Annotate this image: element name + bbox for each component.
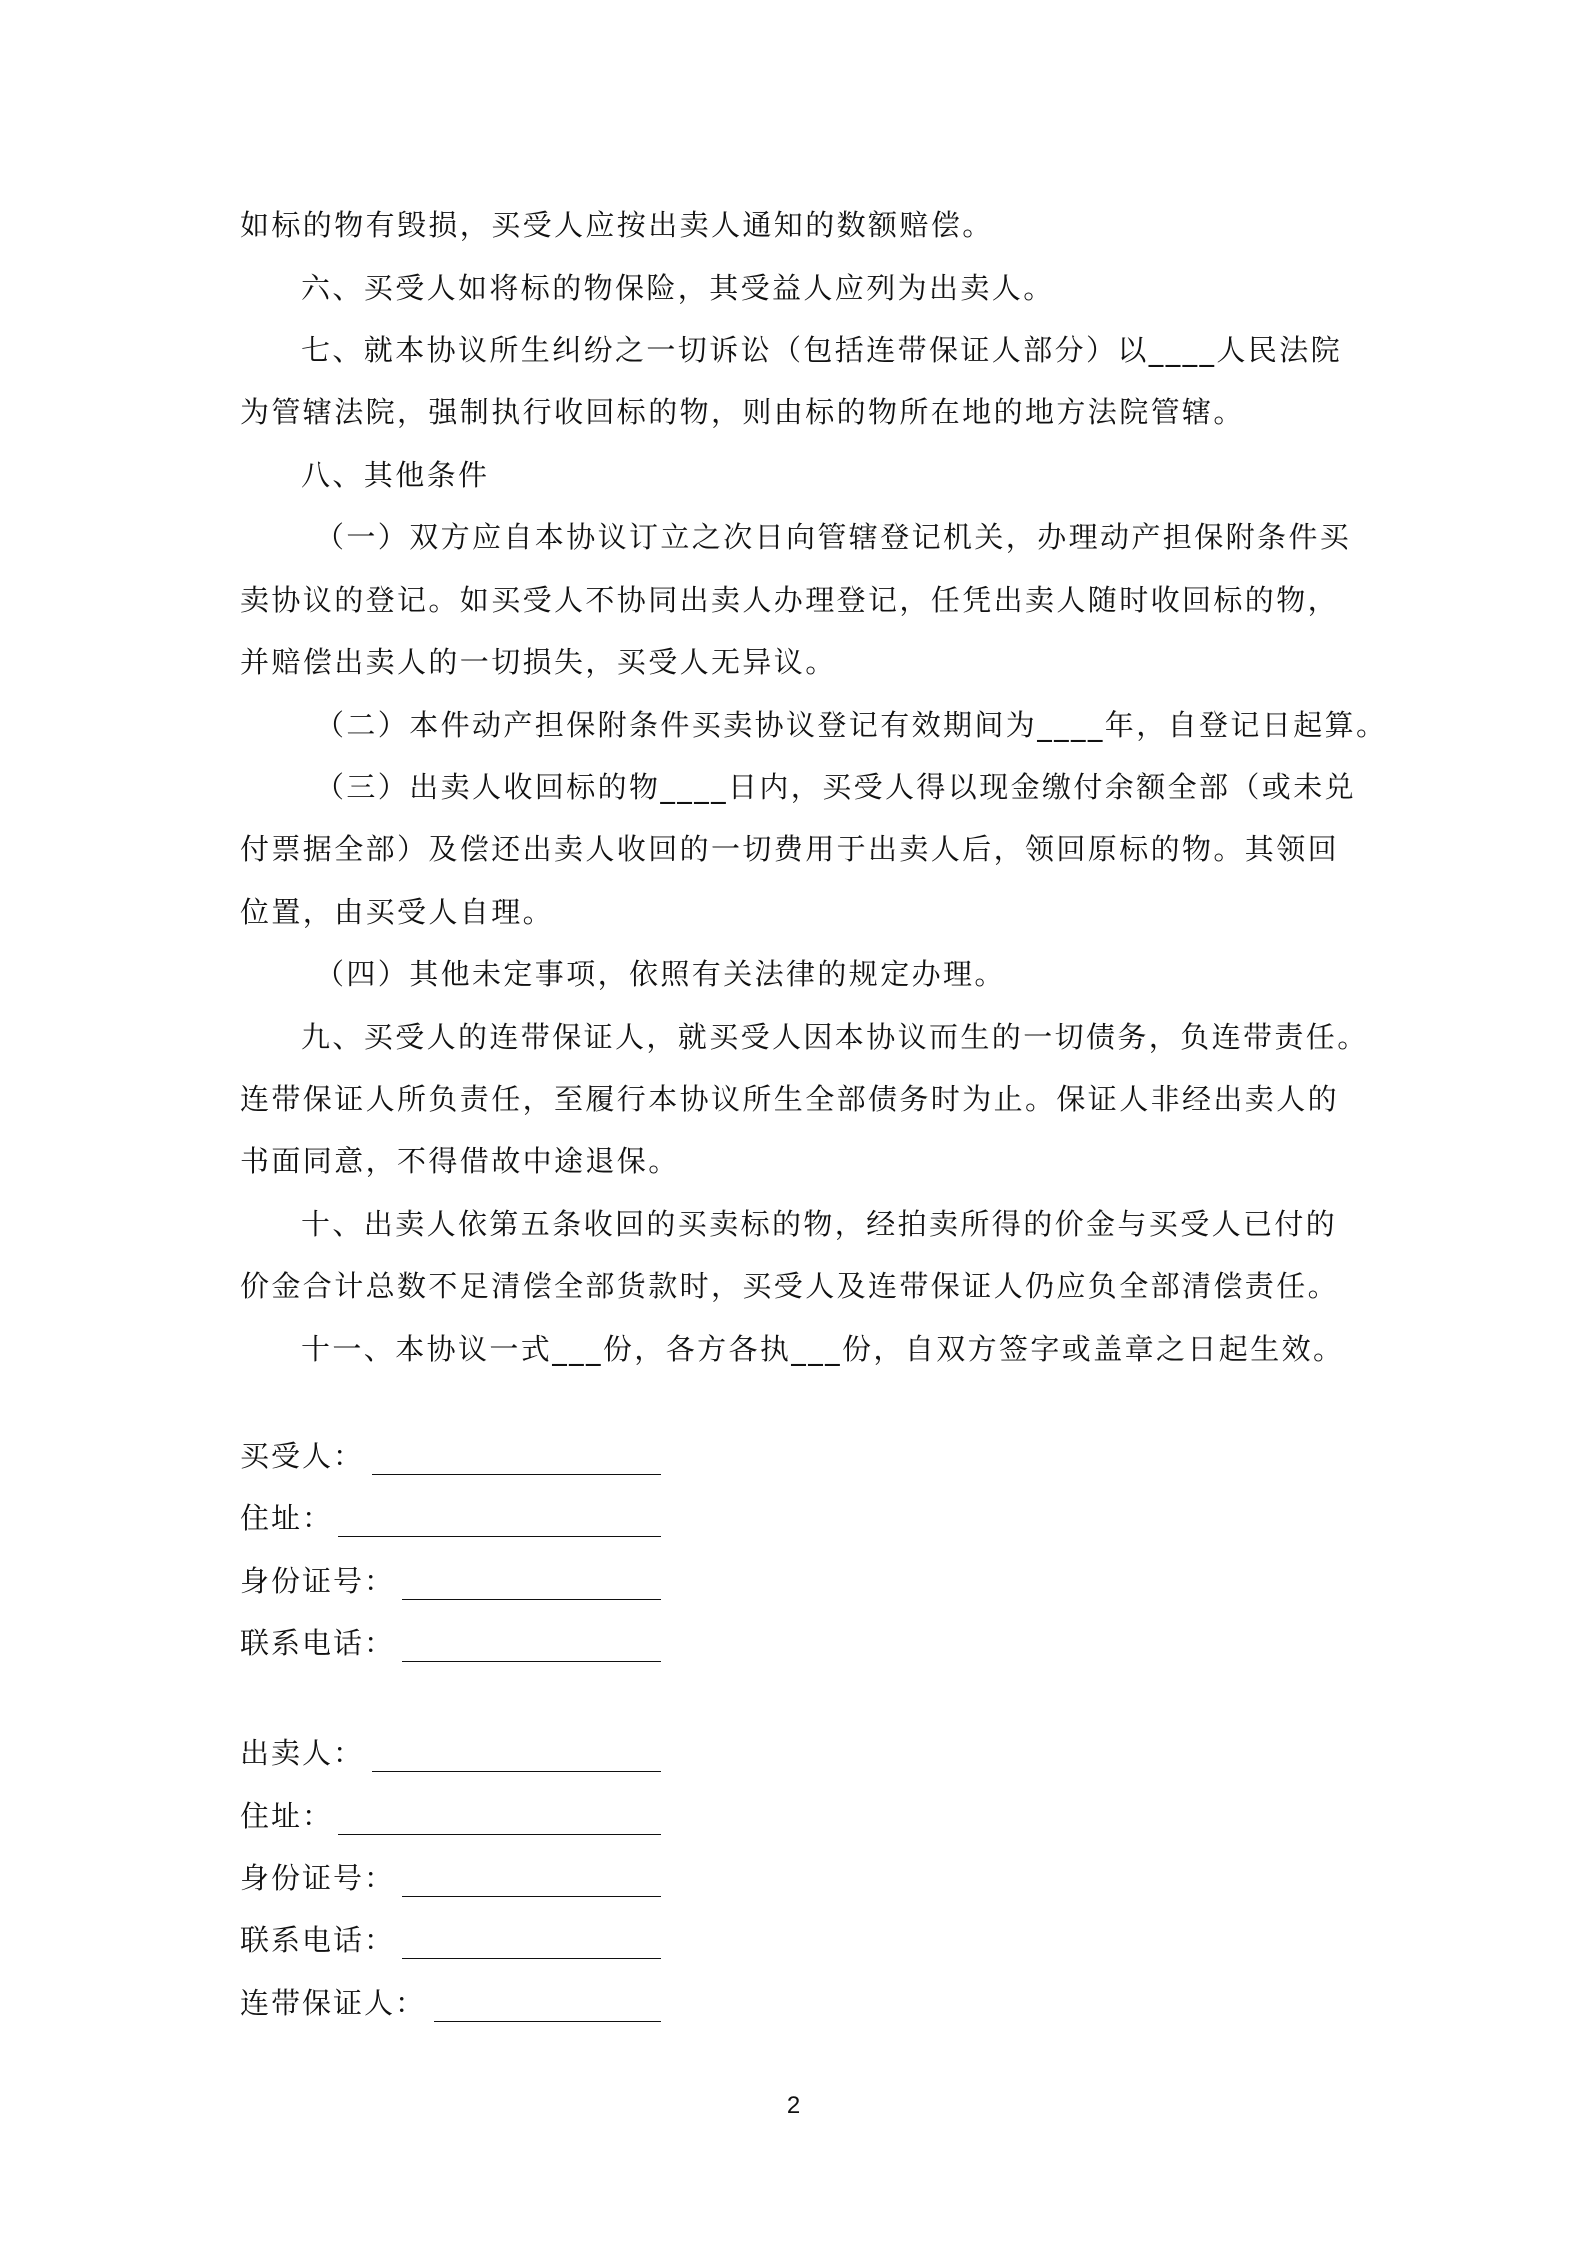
paragraph-line: 如标的物有毁损，买受人应按出卖人通知的数额赔偿。: [240, 208, 994, 242]
clause-8-3-line-1: （三）出卖人收回标的物____日内，买受人得以现金缴付余额全部（或未兑: [315, 770, 1357, 804]
seller-signature-line[interactable]: [372, 1771, 661, 1772]
clause-7-line-2: 为管辖法院，强制执行收回标的物，则由标的物所在地的地方法院管辖。: [240, 395, 1245, 429]
buyer-id-line[interactable]: [402, 1599, 661, 1600]
guarantor-signature-line[interactable]: [434, 2021, 661, 2022]
clause-8-4: （四）其他未定事项，依照有关法律的规定办理。: [315, 957, 1006, 991]
clause-9-line-2: 连带保证人所负责任，至履行本协议所生全部债务时为止。保证人非经出卖人的: [240, 1082, 1340, 1116]
buyer-label: 买受人：: [240, 1439, 365, 1473]
seller-phone-label: 联系电话：: [240, 1923, 396, 1957]
seller-address-label: 住址：: [240, 1799, 334, 1833]
buyer-id-label: 身份证号：: [240, 1564, 396, 1598]
page-number: 2: [786, 2092, 801, 2119]
clause-8-heading: 八、其他条件: [301, 458, 490, 492]
seller-id-label: 身份证号：: [240, 1861, 396, 1895]
clause-8-1-line-1: （一）双方应自本协议订立之次日向管辖登记机关，办理动产担保附条件买: [315, 520, 1352, 554]
clause-8-3-line-3: 位置，由买受人自理。: [240, 895, 555, 929]
seller-address-line[interactable]: [338, 1834, 661, 1835]
seller-label: 出卖人：: [240, 1736, 365, 1770]
clause-10-line-1: 十、出卖人依第五条收回的买卖标的物，经拍卖所得的价金与买受人已付的: [301, 1207, 1338, 1241]
clause-10-line-2: 价金合计总数不足清偿全部货款时，买受人及连带保证人仍应负全部清偿责任。: [240, 1269, 1340, 1303]
clause-7-line-1: 七、就本协议所生纠纷之一切诉讼（包括连带保证人部分）以____人民法院: [301, 333, 1343, 367]
buyer-phone-line[interactable]: [402, 1661, 661, 1662]
buyer-signature-line[interactable]: [372, 1474, 661, 1475]
buyer-address-label: 住址：: [240, 1501, 334, 1535]
seller-id-line[interactable]: [402, 1896, 661, 1897]
clause-9-line-1: 九、买受人的连带保证人，就买受人因本协议而生的一切债务，负连带责任。: [301, 1020, 1369, 1054]
clause-6: 六、买受人如将标的物保险，其受益人应列为出卖人。: [301, 271, 1055, 305]
clause-11: 十一、本协议一式___份，各方各执___份，自双方签字或盖章之日起生效。: [301, 1332, 1345, 1366]
clause-8-1-line-2: 卖协议的登记。如买受人不协同出卖人办理登记，任凭出卖人随时收回标的物，: [240, 583, 1340, 617]
clause-8-3-line-2: 付票据全部）及偿还出卖人收回的一切费用于出卖人后，领回原标的物。其领回: [240, 832, 1340, 866]
clause-9-line-3: 书面同意，不得借故中途退保。: [240, 1144, 680, 1178]
buyer-address-line[interactable]: [338, 1536, 661, 1537]
seller-phone-line[interactable]: [402, 1958, 661, 1959]
clause-8-1-line-3: 并赔偿出卖人的一切损失，买受人无异议。: [240, 645, 837, 679]
guarantor-label: 连带保证人：: [240, 1986, 427, 2020]
clause-8-2: （二）本件动产担保附条件买卖协议登记有效期间为____年，自登记日起算。: [315, 708, 1388, 742]
buyer-phone-label: 联系电话：: [240, 1626, 396, 1660]
